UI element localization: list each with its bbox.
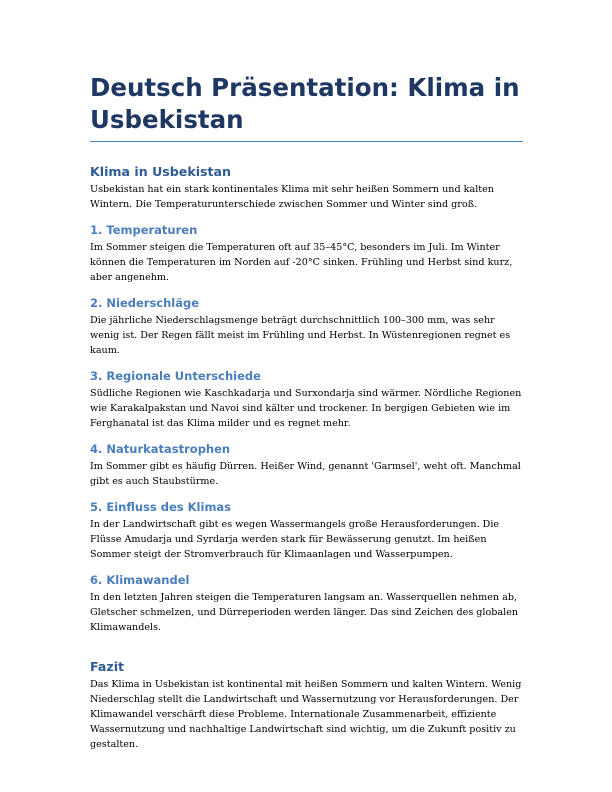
section-einfluss-des-klimas — [90, 500, 523, 562]
section-heading: 1. Temperaturen — [90, 223, 198, 237]
section-paragraph: In den letzten Jahren steigen die Temperaturen langsam an. Wasserquellen nehmen ab, Gletscher schmelzen, und Dürreperioden werden länger. Das sind Zeichen des globalen Klimawandels. — [90, 592, 519, 633]
section-heading: 4. Naturkatastrophen — [90, 442, 231, 456]
section-klimawandel — [90, 573, 523, 635]
section-heading: 3. Regionale Unterschiede — [90, 369, 261, 383]
document-title: Deutsch Präsentation: Klima in Usbekistan — [90, 72, 523, 142]
section-temperaturen — [90, 223, 523, 285]
section-heading: 6. Klimawandel — [90, 573, 190, 587]
document-page — [90, 72, 523, 752]
intro-heading: Klima in Usbekistan — [90, 164, 232, 179]
section-paragraph: In der Landwirtschaft gibt es wegen Wassermangels große Herausforderungen. Die Flüsse Amudarja und Syrdarja werden stark für Bewässerung genutzt. Im heißen Sommer steigt der Stromverbrauch für Klimaanlagen und Wasserpumpen. — [90, 519, 500, 560]
section-niederschlaege — [90, 296, 523, 358]
section-paragraph: Die jährliche Niederschlagsmenge beträgt durchschnittlich 100–300 mm, was sehr wenig ist. Der Regen fällt meist im Frühling und Herbst. In Wüstenregionen regnet es kaum. — [90, 315, 511, 356]
section-naturkatastrophen — [90, 442, 523, 489]
conclusion-heading: Fazit — [90, 659, 125, 674]
intro-section — [90, 164, 523, 212]
conclusion-paragraph: Das Klima in Usbekistan ist kontinental mit heißen Sommern und kalten Wintern. Wenig Niederschlag stellt die Landwirtschaft und Wassernutzung vor Herausforderungen. Der Klimawandel verschärft diese Probleme. Internationale Zusammenarbeit, effiziente Wassernutzung und nachhaltige Landwirtschaft sind wichtig, um die Zukunft positiv zu gestalten. — [90, 679, 522, 750]
section-paragraph: Im Sommer gibt es häufig Dürren. Heißer Wind, genannt 'Garmsel', weht oft. Manchmal gibt es auch Staubstürme. — [90, 461, 521, 487]
section-regionale-unterschiede — [90, 369, 523, 431]
section-heading: 2. Niederschläge — [90, 296, 200, 310]
section-paragraph: Im Sommer steigen die Temperaturen oft auf 35–45°C, besonders im Juli. Im Winter können die Temperaturen im Norden auf -20°C sinken. Frühling und Herbst sind kurz, aber angenehm. — [90, 242, 513, 283]
section-paragraph: Südliche Regionen wie Kaschkadarja und Surxondarja sind wärmer. Nördliche Regionen wie Karakalpakstan und Navoi sind kälter und trockener. In bergigen Gebieten wie im Ferghanatal ist das Klima milder und es regnet mehr. — [90, 388, 522, 429]
conclusion-section — [90, 659, 523, 752]
intro-paragraph: Usbekistan hat ein stark kontinentales Klima mit sehr heißen Sommern und kalten Wintern. Die Temperaturunterschiede zwischen Sommer und Winter sind groß. — [90, 184, 494, 210]
section-heading: 5. Einfluss des Klimas — [90, 500, 232, 514]
